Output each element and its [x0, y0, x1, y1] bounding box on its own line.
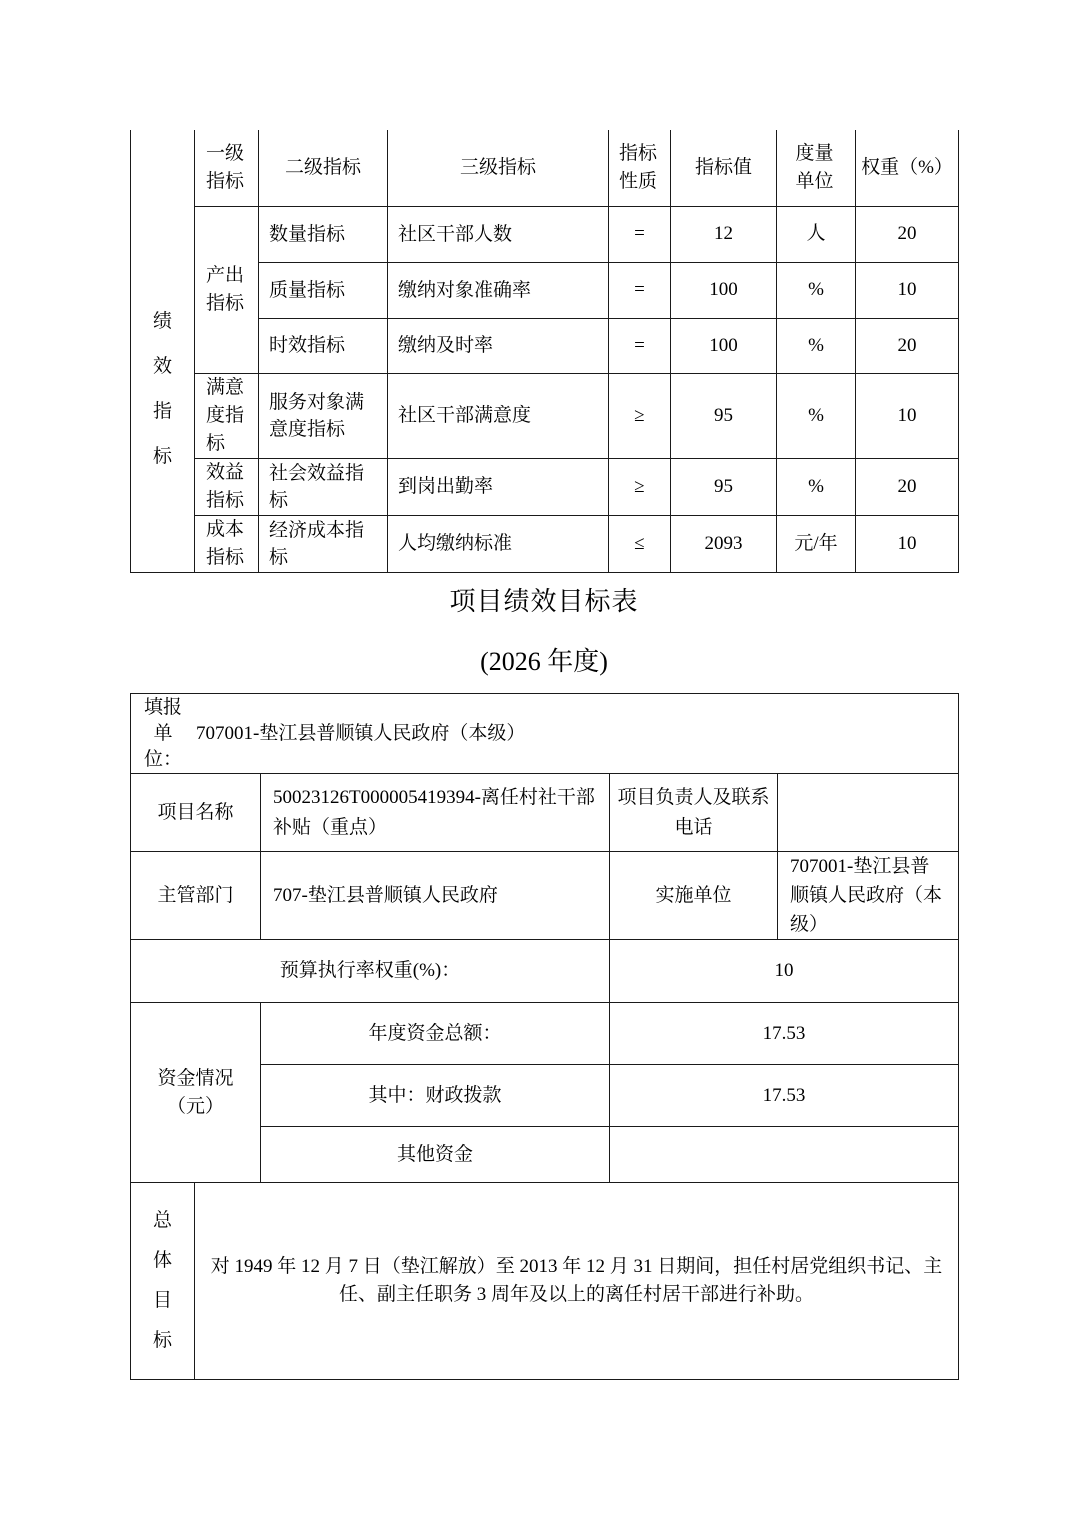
project-name-row [131, 774, 959, 852]
funds-section-label: 资金情况 （元） [131, 1003, 261, 1183]
value-cell: 100 [671, 318, 777, 373]
level3-cell: 缴纳及时率 [388, 318, 609, 373]
nature-cell: = [609, 318, 671, 373]
level2-cell: 质量指标 [259, 262, 388, 318]
indicator-row-quantity [131, 206, 959, 262]
overall-goal-row [131, 1183, 959, 1380]
unit-cell: % [777, 318, 856, 373]
level2-cell: 时效指标 [259, 318, 388, 373]
level3-cell: 到岗出勤率 [388, 458, 609, 515]
level1-cost-cell: 成本指标 [195, 515, 259, 572]
nature-cell: = [609, 262, 671, 318]
project-goal-table [130, 693, 959, 1380]
funds-total-row [131, 1003, 959, 1065]
budget-rate-label: 预算执行率权重(%)： [131, 940, 610, 1003]
unit-cell: 人 [777, 206, 856, 262]
project-leader-value [778, 774, 959, 852]
level3-cell: 缴纳对象准确率 [388, 262, 609, 318]
department-label: 主管部门 [131, 852, 261, 940]
implement-unit-value: 707001-垫江县普顺镇人民政府（本级） [778, 852, 959, 940]
project-name-label: 项目名称 [131, 774, 261, 852]
level2-cell: 服务对象满意度指标 [259, 373, 388, 458]
level3-cell: 社区干部满意度 [388, 373, 609, 458]
header-nature: 指标性质 [609, 130, 671, 206]
level1-benefit-cell: 效益指标 [195, 458, 259, 515]
fill-unit-value: 707001-垫江县普顺镇人民政府（本级） [196, 722, 526, 744]
department-row [131, 852, 959, 940]
nature-cell: = [609, 206, 671, 262]
fill-unit-label: 填报单位： [143, 696, 182, 770]
department-value: 707-垫江县普顺镇人民政府 [261, 852, 610, 940]
overall-goal-text: 对 1949 年 12 月 7 日（垫江解放）至 2013 年 12 月 31 日期间，担任村居党组织书记、主任、副主任职务 3 周年及以上的离任村居干部进行补助。 [195, 1183, 959, 1380]
implement-unit-label: 实施单位 [610, 852, 778, 940]
value-cell: 2093 [671, 515, 777, 572]
level1-output-cell: 产出指标 [195, 206, 259, 373]
nature-cell: ≤ [609, 515, 671, 572]
header-level1: 一级指标 [195, 130, 259, 206]
indicator-row-satisfaction [131, 373, 959, 458]
weight-cell: 20 [856, 318, 959, 373]
side-label: 绩效指标 [152, 310, 172, 467]
indicator-side-cell [131, 130, 195, 572]
unit-cell: % [777, 458, 856, 515]
weight-cell: 20 [856, 206, 959, 262]
weight-cell: 10 [856, 373, 959, 458]
budget-rate-row [131, 940, 959, 1003]
page-subtitle: (2026 年度) [480, 647, 608, 676]
funds-total-label: 年度资金总额： [261, 1003, 610, 1065]
level2-cell: 数量指标 [259, 206, 388, 262]
indicator-header-row [131, 130, 959, 206]
project-leader-label: 项目负责人及联系电话 [610, 774, 778, 852]
weight-cell: 20 [856, 458, 959, 515]
project-name-value: 50023126T000005419394-离任村社干部补贴（重点） [261, 774, 610, 852]
page-title: 项目绩效目标表 [449, 587, 639, 616]
weight-cell: 10 [856, 262, 959, 318]
performance-indicator-table [130, 130, 959, 573]
indicator-row-benefit [131, 458, 959, 515]
unit-cell: 元/年 [777, 515, 856, 572]
value-cell: 95 [671, 373, 777, 458]
unit-cell: % [777, 373, 856, 458]
level3-cell: 社区干部人数 [388, 206, 609, 262]
funds-total-value: 17.53 [610, 1003, 959, 1065]
nature-cell: ≥ [609, 458, 671, 515]
budget-rate-value: 10 [610, 940, 959, 1003]
unit-cell: % [777, 262, 856, 318]
level2-cell: 经济成本指标 [259, 515, 388, 572]
fill-unit-row [131, 694, 959, 774]
value-cell: 12 [671, 206, 777, 262]
level1-satisfaction-cell: 满意度指标 [195, 373, 259, 458]
level3-cell: 人均缴纳标准 [388, 515, 609, 572]
indicator-row-cost [131, 515, 959, 572]
header-level2: 二级指标 [259, 130, 388, 206]
fill-unit-cell [131, 694, 959, 774]
funds-fiscal-value: 17.53 [610, 1065, 959, 1127]
nature-cell: ≥ [609, 373, 671, 458]
funds-fiscal-label: 其中：财政拨款 [261, 1065, 610, 1127]
header-unit: 度量单位 [777, 130, 856, 206]
header-level3: 三级指标 [388, 130, 609, 206]
funds-other-value [610, 1127, 959, 1183]
header-weight: 权重（%） [856, 130, 959, 206]
value-cell: 95 [671, 458, 777, 515]
header-value: 指标值 [671, 130, 777, 206]
overall-goal-label: 总体目标 [131, 1183, 195, 1380]
level2-cell: 社会效益指标 [259, 458, 388, 515]
weight-cell: 10 [856, 515, 959, 572]
funds-other-label: 其他资金 [261, 1127, 610, 1183]
value-cell: 100 [671, 262, 777, 318]
